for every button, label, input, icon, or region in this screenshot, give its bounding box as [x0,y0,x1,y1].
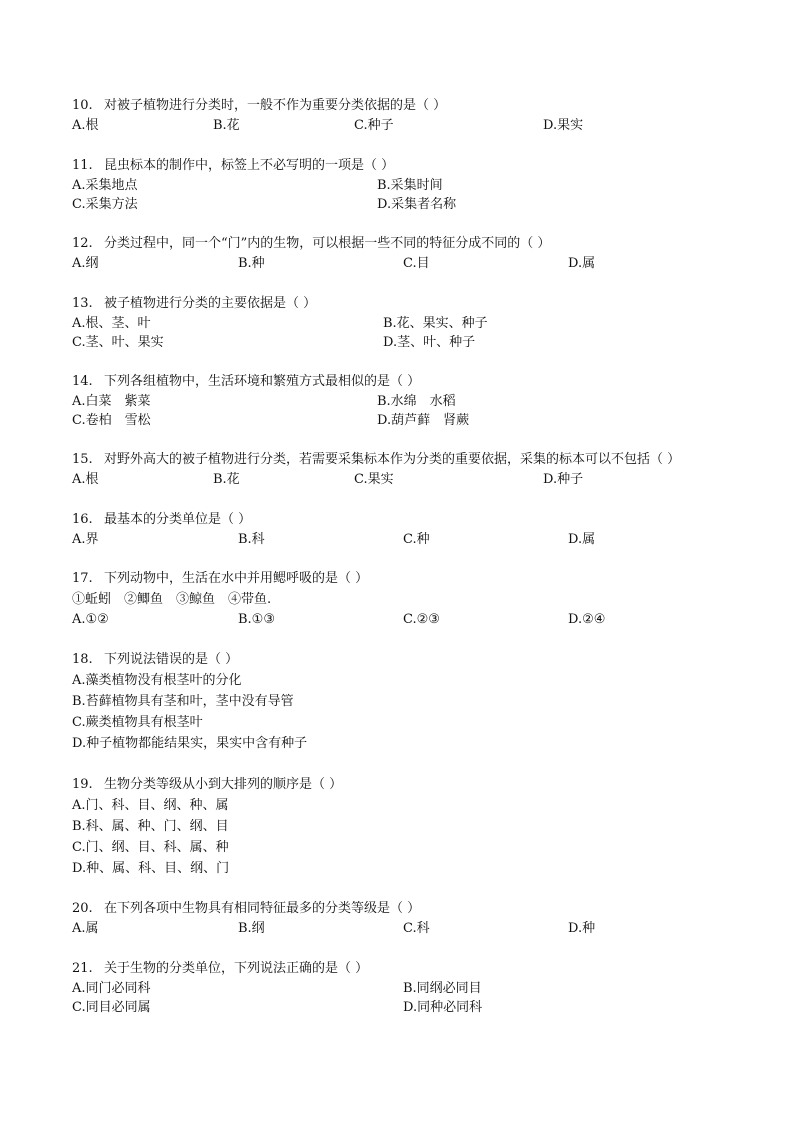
question-13 [72,294,752,352]
question-number: 20. [72,901,93,916]
question-stem [72,450,752,470]
question-text: 对被子植物进行分类时，一般不作为重要分类依据的是（ ） [104,98,447,113]
options-row [72,116,752,135]
option-b[interactable]: B.采集时间 [377,178,443,193]
question-text: 下列动物中，生活在水中并用鳃呼吸的是（ ） [104,571,369,586]
options-row [72,195,752,214]
question-20 [72,899,752,938]
question-text: 在下列各项中生物具有相同特征最多的分类等级是（ ） [104,901,421,916]
question-text: 最基本的分类单位是（ ） [104,512,252,527]
question-stem [72,959,752,979]
question-number: 17. [72,571,93,586]
option-a[interactable]: A.白菜 紫菜 [72,394,151,409]
question-number: 14. [72,374,93,389]
question-number: 19. [72,777,93,792]
question-stem [72,294,752,314]
option-d[interactable]: D.茎、叶、种子 [383,335,476,350]
question-stem [72,510,752,530]
question-stem [72,899,752,919]
options-row [72,998,752,1017]
question-text: 下列说法错误的是（ ） [104,652,239,667]
question-number: 21. [72,961,93,976]
question-choices-list: ①蚯蚓 ②鲫鱼 ③鲸鱼 ④带鱼. [72,592,272,607]
question-text: 关于生物的分类单位，下列说法正确的是（ ） [104,961,369,976]
option-c[interactable]: C.目 [403,256,430,271]
option-c[interactable]: C.种 [403,532,430,547]
option-c[interactable]: C.②③ [403,612,440,627]
option-b[interactable]: B.同纲必同目 [403,981,482,996]
option-d[interactable]: D.同种必同科 [403,1000,483,1015]
option-a[interactable]: A.纲 [72,256,99,271]
option-a[interactable]: A.界 [72,532,99,547]
question-text: 分类过程中，同一个“门”内的生物，可以根据一些不同的特征分成不同的（ ） [104,236,551,251]
options-row [72,411,752,430]
question-number: 13. [72,296,93,311]
option-d[interactable]: D.②④ [568,612,606,627]
option-c[interactable]: C.果实 [354,472,394,487]
options-row [72,610,752,629]
question-text: 下列各组植物中，生活环境和繁殖方式最相似的是（ ） [104,374,421,389]
question-stem [72,569,752,589]
question-17 [72,569,752,629]
option-d[interactable]: D.葫芦藓 肾蕨 [377,413,470,428]
option-b[interactable]: B.水绵 水稻 [377,394,456,409]
question-number: 16. [72,512,93,527]
question-text: 生物分类等级从小到大排列的顺序是（ ） [104,777,343,792]
option-b[interactable]: B.①③ [238,612,275,627]
options-row [72,470,752,489]
option-b[interactable]: B.苔藓植物具有茎和叶，茎中没有导管 [72,694,294,709]
question-number: 11. [72,158,93,173]
option-a[interactable]: A.根、茎、叶 [72,316,151,331]
question-text: 对野外高大的被子植物进行分类，若需要采集标本作为分类的重要依据，采集的标本可以不包括（ ） [104,452,681,467]
option-b[interactable]: B.科 [238,532,265,547]
option-a[interactable]: A.根 [72,472,99,487]
question-text: 昆虫标本的制作中，标签上不必写明的一项是（ ） [104,158,395,173]
question-12 [72,234,752,273]
option-a[interactable]: A.①② [72,612,109,627]
question-21 [72,959,752,1017]
option-d[interactable]: D.种子植物都能结果实，果实中含有种子 [72,736,308,751]
question-19 [72,775,752,879]
question-stem [72,234,752,254]
question-14 [72,372,752,430]
question-11 [72,156,752,214]
option-c[interactable]: C.卷柏 雪松 [72,413,151,428]
question-stem [72,650,752,670]
option-c[interactable]: C.蕨类植物具有根茎叶 [72,715,203,730]
option-b[interactable]: B.纲 [238,921,265,936]
option-c[interactable]: C.门、纲、目、科、属、种 [72,840,229,855]
option-b[interactable]: B.花、果实、种子 [383,316,488,331]
option-b[interactable]: B.花 [213,118,240,133]
question-number: 15. [72,452,93,467]
question-10 [72,96,752,135]
question-16 [72,510,752,549]
option-d[interactable]: D.属 [568,532,596,547]
option-d[interactable]: D.果实 [543,118,584,133]
question-number: 12. [72,236,93,251]
option-a[interactable]: A.门、科、目、纲、种、属 [72,798,229,813]
question-stem [72,775,752,795]
option-d[interactable]: D.种 [568,921,596,936]
options-row [72,333,752,352]
option-c[interactable]: C.同目必同属 [72,1000,151,1015]
question-text: 被子植物进行分类的主要依据是（ ） [104,296,317,311]
options-row [72,392,752,411]
option-c[interactable]: C.茎、叶、果实 [72,335,164,350]
options-row [72,979,752,998]
options-row [72,314,752,333]
option-b[interactable]: B.花 [213,472,240,487]
option-a[interactable]: A.同门必同科 [72,981,151,996]
option-c[interactable]: C.种子 [354,118,394,133]
question-number: 18. [72,652,93,667]
option-b[interactable]: B.种 [238,256,265,271]
option-d[interactable]: D.采集者名称 [377,197,457,212]
question-15 [72,450,752,489]
question-stem [72,372,752,392]
question-18 [72,650,752,754]
option-c[interactable]: C.科 [403,921,430,936]
options-row [72,530,752,549]
option-a[interactable]: A.采集地点 [72,178,138,193]
question-number: 10. [72,98,93,113]
option-d[interactable]: D.种子 [543,472,584,487]
options-row [72,176,752,195]
question-stem [72,156,752,176]
options-row [72,254,752,273]
option-b[interactable]: B.科、属、种、门、纲、目 [72,819,229,834]
option-a[interactable]: A.根 [72,118,99,133]
question-stem [72,96,752,116]
option-a[interactable]: A.属 [72,921,99,936]
option-d[interactable]: D.属 [568,256,596,271]
option-c[interactable]: C.采集方法 [72,197,138,212]
options-row [72,919,752,938]
option-a[interactable]: A.藻类植物没有根茎叶的分化 [72,673,242,688]
option-d[interactable]: D.种、属、科、目、纲、门 [72,861,230,876]
